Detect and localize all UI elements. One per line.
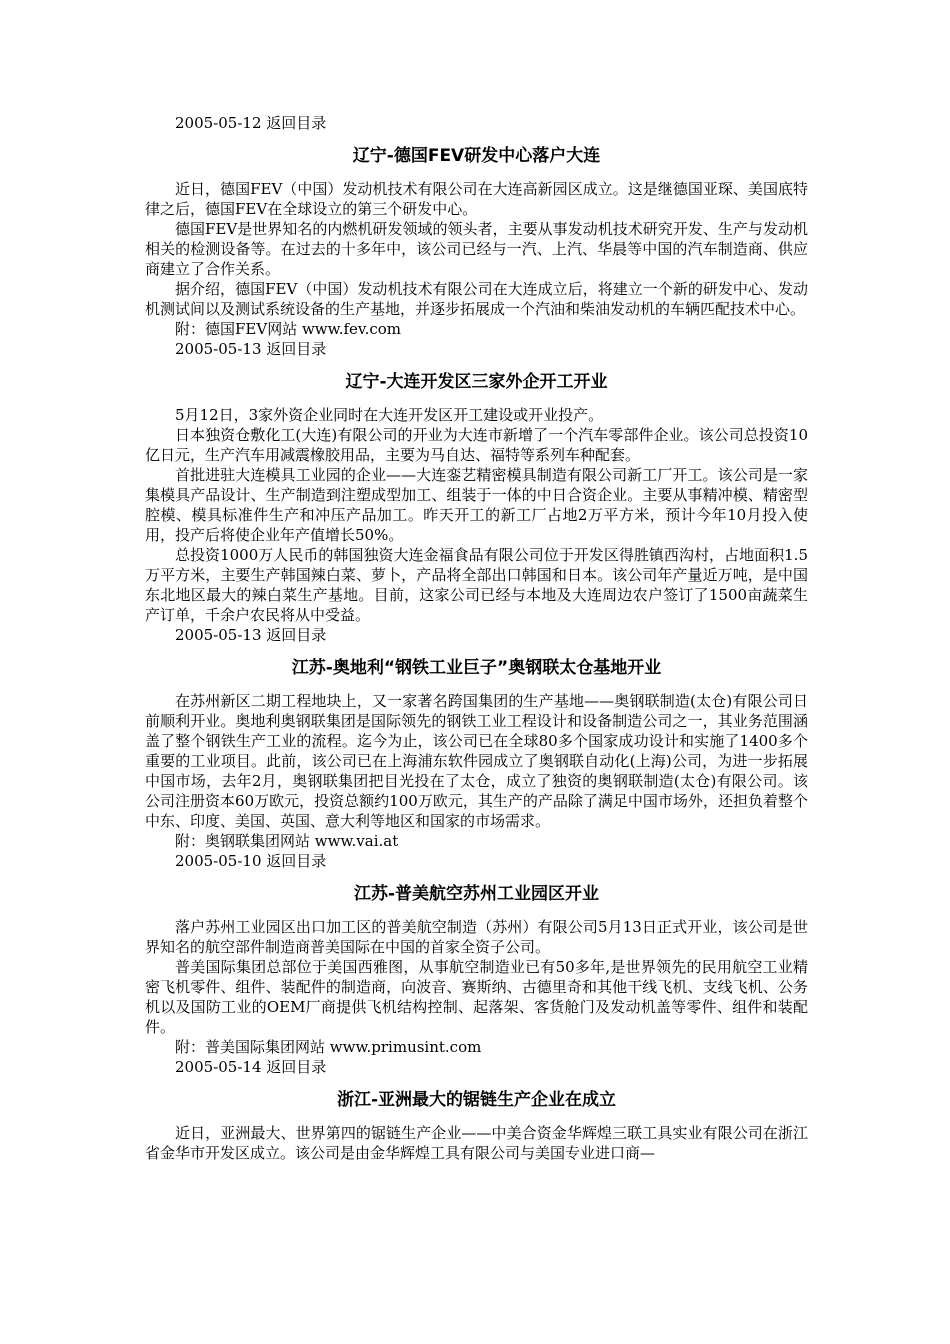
dateline	[145, 1057, 808, 1077]
back-to-contents-link[interactable]: 返回目录	[266, 1058, 327, 1076]
date: 2005-05-10	[175, 852, 262, 870]
article-note: 附：普美国际集团网站 www.primusint.com	[175, 1038, 482, 1056]
back-to-contents-link[interactable]: 返回目录	[266, 852, 327, 870]
article-paragraph: 普美国际集团总部位于美国西雅图，从事航空制造业已有50多年,是世界领先的民用航空工业精密飞机零件、组件、装配件的制造商，向波音、赛斯纳、古德里奇和其他干线飞机、支线飞机、公务机以及国防工业的OEM厂商提供飞机结构控制、起落架、客货舱门及发动机盖等零件、组件和装配件。	[145, 958, 808, 1036]
article-title: 江苏-奥地利“钢铁工业巨子”奥钢联太仓基地开业	[291, 658, 662, 678]
back-to-contents-link[interactable]: 返回目录	[266, 114, 327, 132]
article	[145, 113, 808, 339]
article	[145, 625, 808, 851]
date: 2005-05-14	[175, 1058, 262, 1076]
article-paragraph: 落户苏州工业园区出口加工区的普美航空制造（苏州）有限公司5月13日正式开业，该公司是世界知名的航空部件制造商普美国际在中国的首家全资子公司。	[145, 918, 808, 956]
back-to-contents-link[interactable]: 返回目录	[266, 340, 327, 358]
date: 2005-05-13	[175, 626, 262, 644]
back-to-contents-link[interactable]: 返回目录	[266, 626, 327, 644]
article-title: 浙江-亚洲最大的锯链生产企业在成立	[336, 1090, 617, 1110]
article-title: 江苏-普美航空苏州工业园区开业	[353, 884, 600, 904]
article	[145, 851, 808, 1057]
article-column	[145, 113, 808, 1163]
article-paragraph: 首批进驻大连模具工业园的企业——大连銮艺精密模具制造有限公司新工厂开工。该公司是一家集模具产品设计、生产制造到注塑成型加工、组装于一体的中日合资企业。主要从事精冲模、精密型腔模、模具标准件生产和冲压产品加工。昨天开工的新工厂占地2万平方米，预计今年10月投入使用，投产后将使企业年产值增长50%。	[145, 466, 808, 544]
article-paragraph: 总投资1000万人民币的韩国独资大连金福食品有限公司位于开发区得胜镇西沟村，占地面积1.5万平方米，主要生产韩国辣白菜、萝卜，产品将全部出口韩国和日本。该公司年产量近万吨，是中国东北地区最大的辣白菜生产基地。目前，这家公司已经与本地及大连周边农户签订了1500亩蔬菜生产订单，千余户农民将从中受益。	[145, 546, 808, 624]
article-paragraph: 近日，亚洲最大、世界第四的锯链生产企业——中美合资金华辉煌三联工具实业有限公司在浙江省金华市开发区成立。该公司是由金华辉煌工具有限公司与美国专业进口商—	[145, 1124, 808, 1162]
article-paragraph: 日本独资仓敷化工(大连)有限公司的开业为大连市新增了一个汽车零部件企业。该公司总投资10亿日元，生产汽车用减震橡胶用品，主要为马自达、福特等系列车种配套。	[145, 426, 808, 464]
article-note: 附：奥钢联集团网站 www.vai.at	[175, 832, 399, 850]
article-paragraph: 据介绍，德国FEV（中国）发动机技术有限公司在大连成立后，将建立一个新的研发中心、发动机测试间以及测试系统设备的生产基地，并逐步拓展成一个汽油和柴油发动机的车辆匹配技术中心。	[145, 280, 808, 318]
article	[145, 1057, 808, 1163]
article-paragraph: 德国FEV是世界知名的内燃机研发领域的领头者，主要从事发动机技术研究开发、生产与发动机相关的检测设备等。在过去的十多年中，该公司已经与一汽、上汽、华晨等中国的汽车制造商、供应商建立了合作关系。	[145, 220, 808, 278]
date: 2005-05-13	[175, 340, 262, 358]
article-title: 辽宁-德国FEV研发中心落户大连	[352, 146, 601, 166]
article-paragraph: 在苏州新区二期工程地块上，又一家著名跨国集团的生产基地——奥钢联制造(太仓)有限公司日前顺利开业。奥地利奥钢联集团是国际领先的钢铁工业工程设计和设备制造公司之一，其业务范围涵盖了整个钢铁生产工业的流程。迄今为止，该公司已在全球80多个国家成功设计和实施了1400多个重要的工业项目。此前，该公司已在上海浦东软件园成立了奥钢联自动化(上海)公司，为进一步拓展中国市场，去年2月，奥钢联集团把目光投在了太仓，成立了独资的奥钢联制造(太仓)有限公司。该公司注册资本60万欧元，投资总额约100万欧元，其生产的产品除了满足中国市场外，还担负着整个中东、印度、美国、英国、意大利等地区和国家的市场需求。	[145, 692, 808, 830]
article	[145, 339, 808, 625]
article-title: 辽宁-大连开发区三家外企开工开业	[345, 372, 608, 392]
dateline	[145, 339, 808, 359]
date: 2005-05-12	[175, 114, 262, 132]
dateline	[145, 851, 808, 871]
dateline	[145, 625, 808, 645]
article-note: 附：德国FEV网站 www.fev.com	[175, 320, 402, 338]
dateline	[145, 113, 808, 133]
article-paragraph: 近日，德国FEV（中国）发动机技术有限公司在大连高新园区成立。这是继德国亚琛、美国底特律之后，德国FEV在全球设立的第三个研发中心。	[145, 180, 808, 218]
article-paragraph: 5月12日，3家外资企业同时在大连开发区开工建设或开业投产。	[175, 406, 604, 424]
